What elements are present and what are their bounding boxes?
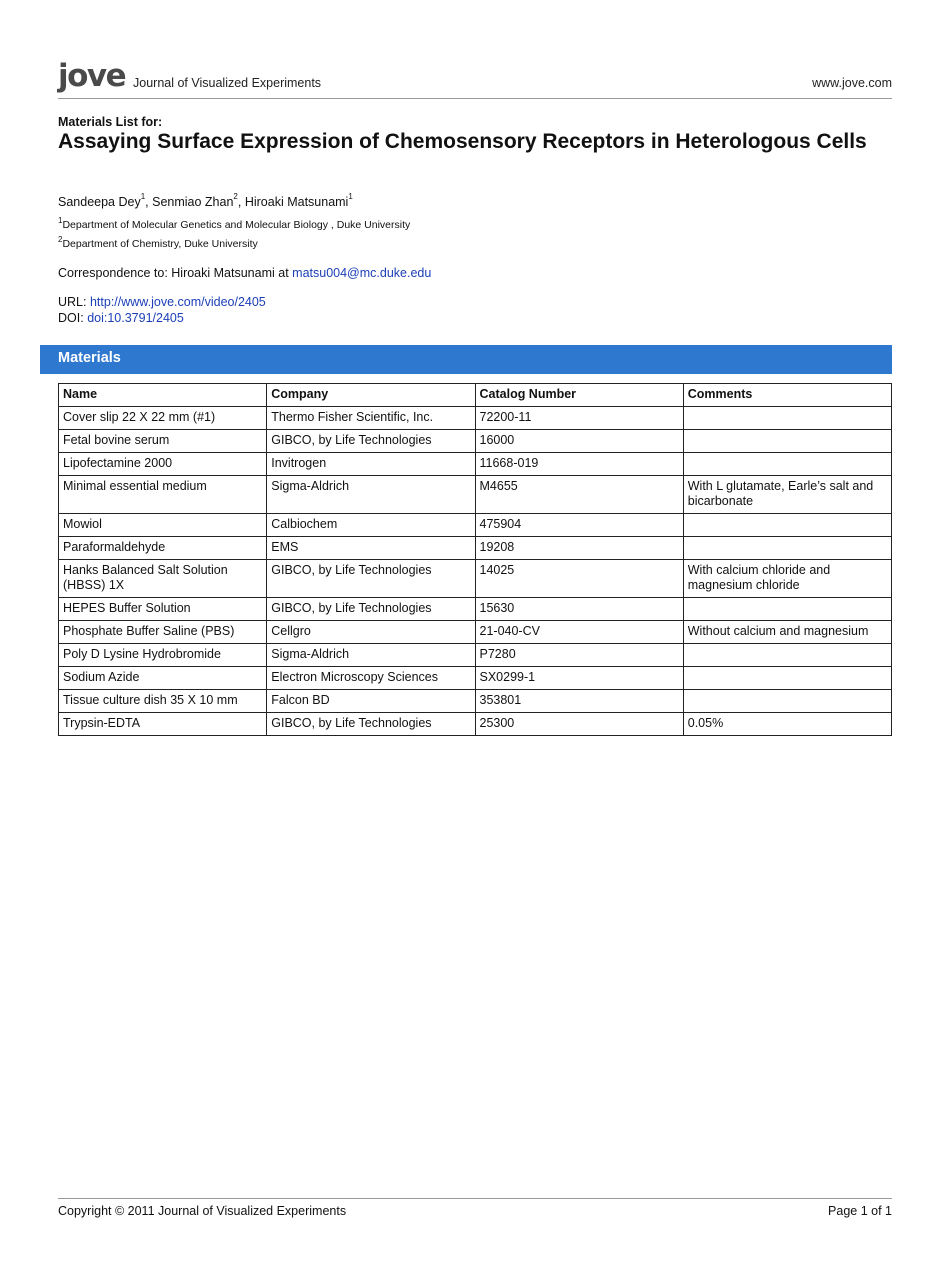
cell-catalog-number: 25300	[475, 713, 683, 736]
article-url-link[interactable]: http://www.jove.com/video/2405	[89, 295, 266, 309]
cell-catalog-number: P7280	[475, 644, 683, 667]
page-number: Page 1 of 1	[828, 1204, 892, 1218]
materials-section-header	[40, 345, 892, 374]
cell-comments	[683, 667, 891, 690]
website-link[interactable]: www.jove.com	[812, 76, 892, 90]
page-footer	[58, 1198, 892, 1218]
cell-catalog-number: 72200-11	[475, 407, 683, 430]
cell-catalog-number: 19208	[475, 537, 683, 560]
cell-name: Fetal bovine serum	[59, 430, 267, 453]
cell-catalog-number: 475904	[475, 514, 683, 537]
table-row	[59, 514, 892, 537]
page-header	[58, 58, 892, 99]
author-affiliation-mark: 2	[233, 192, 238, 201]
cell-company: GIBCO, by Life Technologies	[267, 560, 475, 598]
materials-list-kicker: Materials List for:	[58, 115, 163, 129]
cell-company: EMS	[267, 537, 475, 560]
cell-catalog-number: 11668-019	[475, 453, 683, 476]
journal-name: Journal of Visualized Experiments	[133, 76, 322, 90]
cell-name: HEPES Buffer Solution	[59, 598, 267, 621]
cell-comments	[683, 537, 891, 560]
table-row	[59, 598, 892, 621]
cell-company: Sigma-Aldrich	[267, 644, 475, 667]
cell-catalog-number: SX0299-1	[475, 667, 683, 690]
cell-company: GIBCO, by Life Technologies	[267, 713, 475, 736]
article-links	[58, 294, 266, 326]
cell-catalog-number: 16000	[475, 430, 683, 453]
affiliation-number: 1	[58, 216, 63, 225]
table-row	[59, 537, 892, 560]
table-row	[59, 407, 892, 430]
table-row	[59, 667, 892, 690]
cell-comments: Without calcium and magnesium	[683, 621, 891, 644]
cell-company: Cellgro	[267, 621, 475, 644]
correspondence	[58, 266, 431, 280]
author-affiliation-mark: 1	[348, 192, 353, 201]
cell-catalog-number: 14025	[475, 560, 683, 598]
cell-name: Minimal essential medium	[59, 476, 267, 514]
cell-comments	[683, 407, 891, 430]
cell-name: Cover slip 22 X 22 mm (#1)	[59, 407, 267, 430]
cell-name: Tissue culture dish 35 X 10 mm	[59, 690, 267, 713]
cell-name: Mowiol	[59, 514, 267, 537]
copyright-notice: Copyright © 2011 Journal of Visualized Experiments	[58, 1204, 347, 1218]
affiliation-text: Department of Molecular Genetics and Molecular Biology , Duke University	[62, 219, 411, 231]
url-label: URL:	[58, 295, 87, 309]
cell-company: Calbiochem	[267, 514, 475, 537]
cell-comments	[683, 644, 891, 667]
column-header-catalog-number: Catalog Number	[475, 384, 683, 407]
author-list: Sandeepa Dey$^1$, Senmiao Zhan$^2$, Hiroaki Matsunami$^1$	[58, 192, 353, 209]
cell-company: Falcon BD	[267, 690, 475, 713]
cell-name: Poly D Lysine Hydrobromide	[59, 644, 267, 667]
affiliation-2	[58, 235, 258, 250]
author-name: Hiroaki Matsunami	[244, 195, 349, 209]
cell-comments	[683, 430, 891, 453]
doi-label: DOI:	[58, 311, 84, 325]
article-title: Assaying Surface Expression of Chemosensory Receptors in Heterologous Cells	[58, 130, 867, 153]
doi-link[interactable]: doi:10.3791/2405	[87, 311, 184, 325]
cell-company: GIBCO, by Life Technologies	[267, 598, 475, 621]
table-row	[59, 430, 892, 453]
cell-name: Paraformaldehyde	[59, 537, 267, 560]
table-row	[59, 476, 892, 514]
author-affiliation-mark: 1	[140, 192, 146, 201]
author-name: Senmiao Zhan	[152, 195, 234, 209]
table-row	[59, 560, 892, 598]
jove-logo[interactable]: jove	[58, 58, 126, 94]
column-header-comments: Comments	[683, 384, 891, 407]
correspondence-label: Correspondence to: Hiroaki Matsunami at	[58, 266, 289, 280]
correspondence-email-link[interactable]: matsu004@mc.duke.edu	[292, 266, 432, 280]
cell-name: Phosphate Buffer Saline (PBS)	[59, 621, 267, 644]
column-header-name: Name	[59, 384, 267, 407]
cell-comments: With L glutamate, Earle’s salt and bicarbonate	[683, 476, 891, 514]
cell-catalog-number: M4655	[475, 476, 683, 514]
cell-comments	[683, 598, 891, 621]
cell-comments: 0.05%	[683, 713, 891, 736]
author-name: Sandeepa Dey	[58, 195, 141, 209]
cell-company: Sigma-Aldrich	[267, 476, 475, 514]
cell-name: Trypsin-EDTA	[59, 713, 267, 736]
table-row	[59, 453, 892, 476]
affiliation-number: 2	[58, 235, 63, 244]
materials-table	[58, 383, 892, 736]
cell-catalog-number: 353801	[475, 690, 683, 713]
cell-name: Hanks Balanced Salt Solution (HBSS) 1X	[59, 560, 267, 598]
column-header-company: Company	[267, 384, 475, 407]
table-row	[59, 713, 892, 736]
section-title: Materials	[58, 350, 121, 366]
cell-comments: With calcium chloride and magnesium chloride	[683, 560, 891, 598]
affiliation-text: Department of Chemistry, Duke University	[62, 238, 258, 250]
cell-company: GIBCO, by Life Technologies	[267, 430, 475, 453]
cell-catalog-number: 21-040-CV	[475, 621, 683, 644]
table-row	[59, 621, 892, 644]
cell-company: Electron Microscopy Sciences	[267, 667, 475, 690]
cell-name: Lipofectamine 2000	[59, 453, 267, 476]
cell-name: Sodium Azide	[59, 667, 267, 690]
table-header-row	[59, 384, 892, 407]
cell-comments	[683, 690, 891, 713]
cell-catalog-number: 15630	[475, 598, 683, 621]
cell-company: Thermo Fisher Scientific, Inc.	[267, 407, 475, 430]
cell-comments	[683, 514, 891, 537]
table-row	[59, 644, 892, 667]
cell-company: Invitrogen	[267, 453, 475, 476]
cell-comments	[683, 453, 891, 476]
table-row	[59, 690, 892, 713]
affiliation-1	[58, 216, 411, 231]
